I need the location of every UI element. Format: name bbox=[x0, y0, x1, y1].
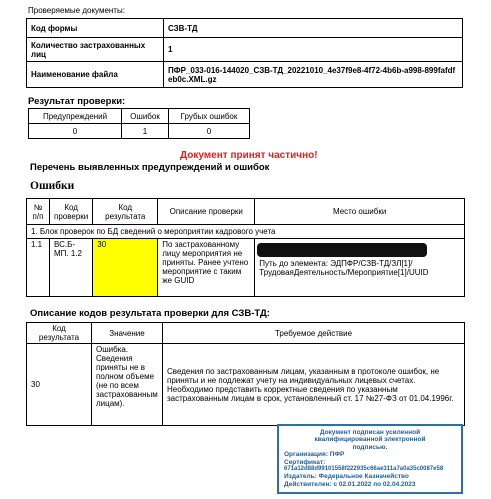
file-name-value: ПФР_033-016-144020_СЗВ-ТД_20221010_4e37f9e8-4f72-4b6b-a998-899fafdfeb0c.XML.gz bbox=[164, 62, 463, 88]
table-row bbox=[27, 323, 465, 344]
gross-errors-header: Грубых ошибок bbox=[169, 109, 250, 124]
table-row bbox=[27, 225, 465, 239]
block-title: 1. Блок проверок по БД сведений о мероприятии кадрового учета bbox=[27, 225, 465, 239]
error-location: Путь до элемента: ЭДПФР/СЗВ-ТД/ЗЛ[1]/ТрудоваяДеятельность/Мероприятие[1]/UUID bbox=[259, 259, 429, 277]
status-text: Документ принят частично! bbox=[180, 150, 318, 161]
col-code: Код результата bbox=[27, 323, 92, 344]
errors-heading: Ошибки bbox=[30, 180, 75, 192]
table-row bbox=[27, 199, 465, 225]
error-result-code: 30 bbox=[93, 239, 158, 297]
signature-valid: Действителен: с 02.01.2022 по 02.04.2023 bbox=[284, 480, 416, 488]
table-row bbox=[27, 239, 465, 297]
col-meaning: Значение bbox=[92, 323, 163, 344]
table-row bbox=[27, 62, 463, 88]
redaction-mark bbox=[257, 243, 427, 257]
codes-table bbox=[26, 322, 465, 426]
col-action: Требуемое действие bbox=[163, 323, 465, 344]
signature-cert: 671a12d88d99101558f222935c66ae311a7a0a35c0087e58 bbox=[284, 466, 444, 473]
table-row bbox=[27, 344, 465, 426]
col-check-code: Код проверки bbox=[50, 199, 93, 225]
errors-table bbox=[26, 198, 465, 297]
table-row bbox=[27, 19, 463, 38]
signature-cert-label: Сертификат: bbox=[284, 458, 326, 466]
col-location: Место ошибки bbox=[255, 199, 465, 225]
codes-heading: Описание кодов результата проверки для СЗВ-ТД: bbox=[30, 308, 270, 319]
error-location-cell bbox=[255, 239, 465, 297]
error-check-code: ВС.Б-МП. 1.2 bbox=[50, 239, 93, 297]
error-description: По застрахованному лицу мероприятия не приняты. Ранее учтено мероприятие с таким же GUID bbox=[158, 239, 255, 297]
errors-count: 1 bbox=[122, 124, 169, 139]
signature-issuer: Издатель: Федеральное Казначейство bbox=[284, 473, 409, 481]
table-row bbox=[27, 38, 463, 62]
code-meaning: Ошибка. Сведения приняты не в полном объеме (не по всем застрахованным лицам). bbox=[92, 344, 163, 426]
signature-title: Документ подписан усиленной квалифицированной электронной подписью. bbox=[314, 429, 426, 451]
gross-errors-count: 0 bbox=[169, 124, 250, 139]
insured-count-value: 1 bbox=[164, 38, 463, 62]
result-table bbox=[28, 108, 250, 139]
list-heading: Перечень выявленных предупреждений и ошибок bbox=[30, 162, 270, 173]
errors-header: Ошибок bbox=[122, 109, 169, 124]
result-heading: Результат проверки: bbox=[28, 96, 126, 107]
code-value: 30 bbox=[27, 344, 92, 426]
insured-count-label: Количество застрахованных лиц bbox=[27, 38, 164, 62]
file-name-label: Наименование файла bbox=[27, 62, 164, 88]
signature-stamp bbox=[277, 424, 463, 494]
col-result-code: Код результата bbox=[93, 199, 158, 225]
signature-org: Организация: ПФР bbox=[284, 451, 345, 459]
form-code-label: Код формы bbox=[27, 19, 164, 38]
form-code-value: СЗВ-ТД bbox=[164, 19, 463, 38]
table-row bbox=[29, 109, 250, 124]
error-num: 1.1 bbox=[27, 239, 50, 297]
col-num: № п/п bbox=[27, 199, 50, 225]
table-row bbox=[29, 124, 250, 139]
checked-docs-table bbox=[26, 18, 463, 88]
warnings-count: 0 bbox=[29, 124, 122, 139]
checked-docs-heading: Проверяемые документы: bbox=[28, 6, 125, 15]
warnings-header: Предупреждений bbox=[29, 109, 122, 124]
code-action: Сведения по застрахованным лицам, указанным в протоколе ошибок, не приняты и не подлежат учету на индивидуальных лицевых счетах. Необходимо представить корректные сведения по указанным застрахованным лицам в срок, установленный ст. 17 №27-ФЗ от 01.04.1996г. bbox=[163, 344, 465, 426]
col-description: Описание проверки bbox=[158, 199, 255, 225]
